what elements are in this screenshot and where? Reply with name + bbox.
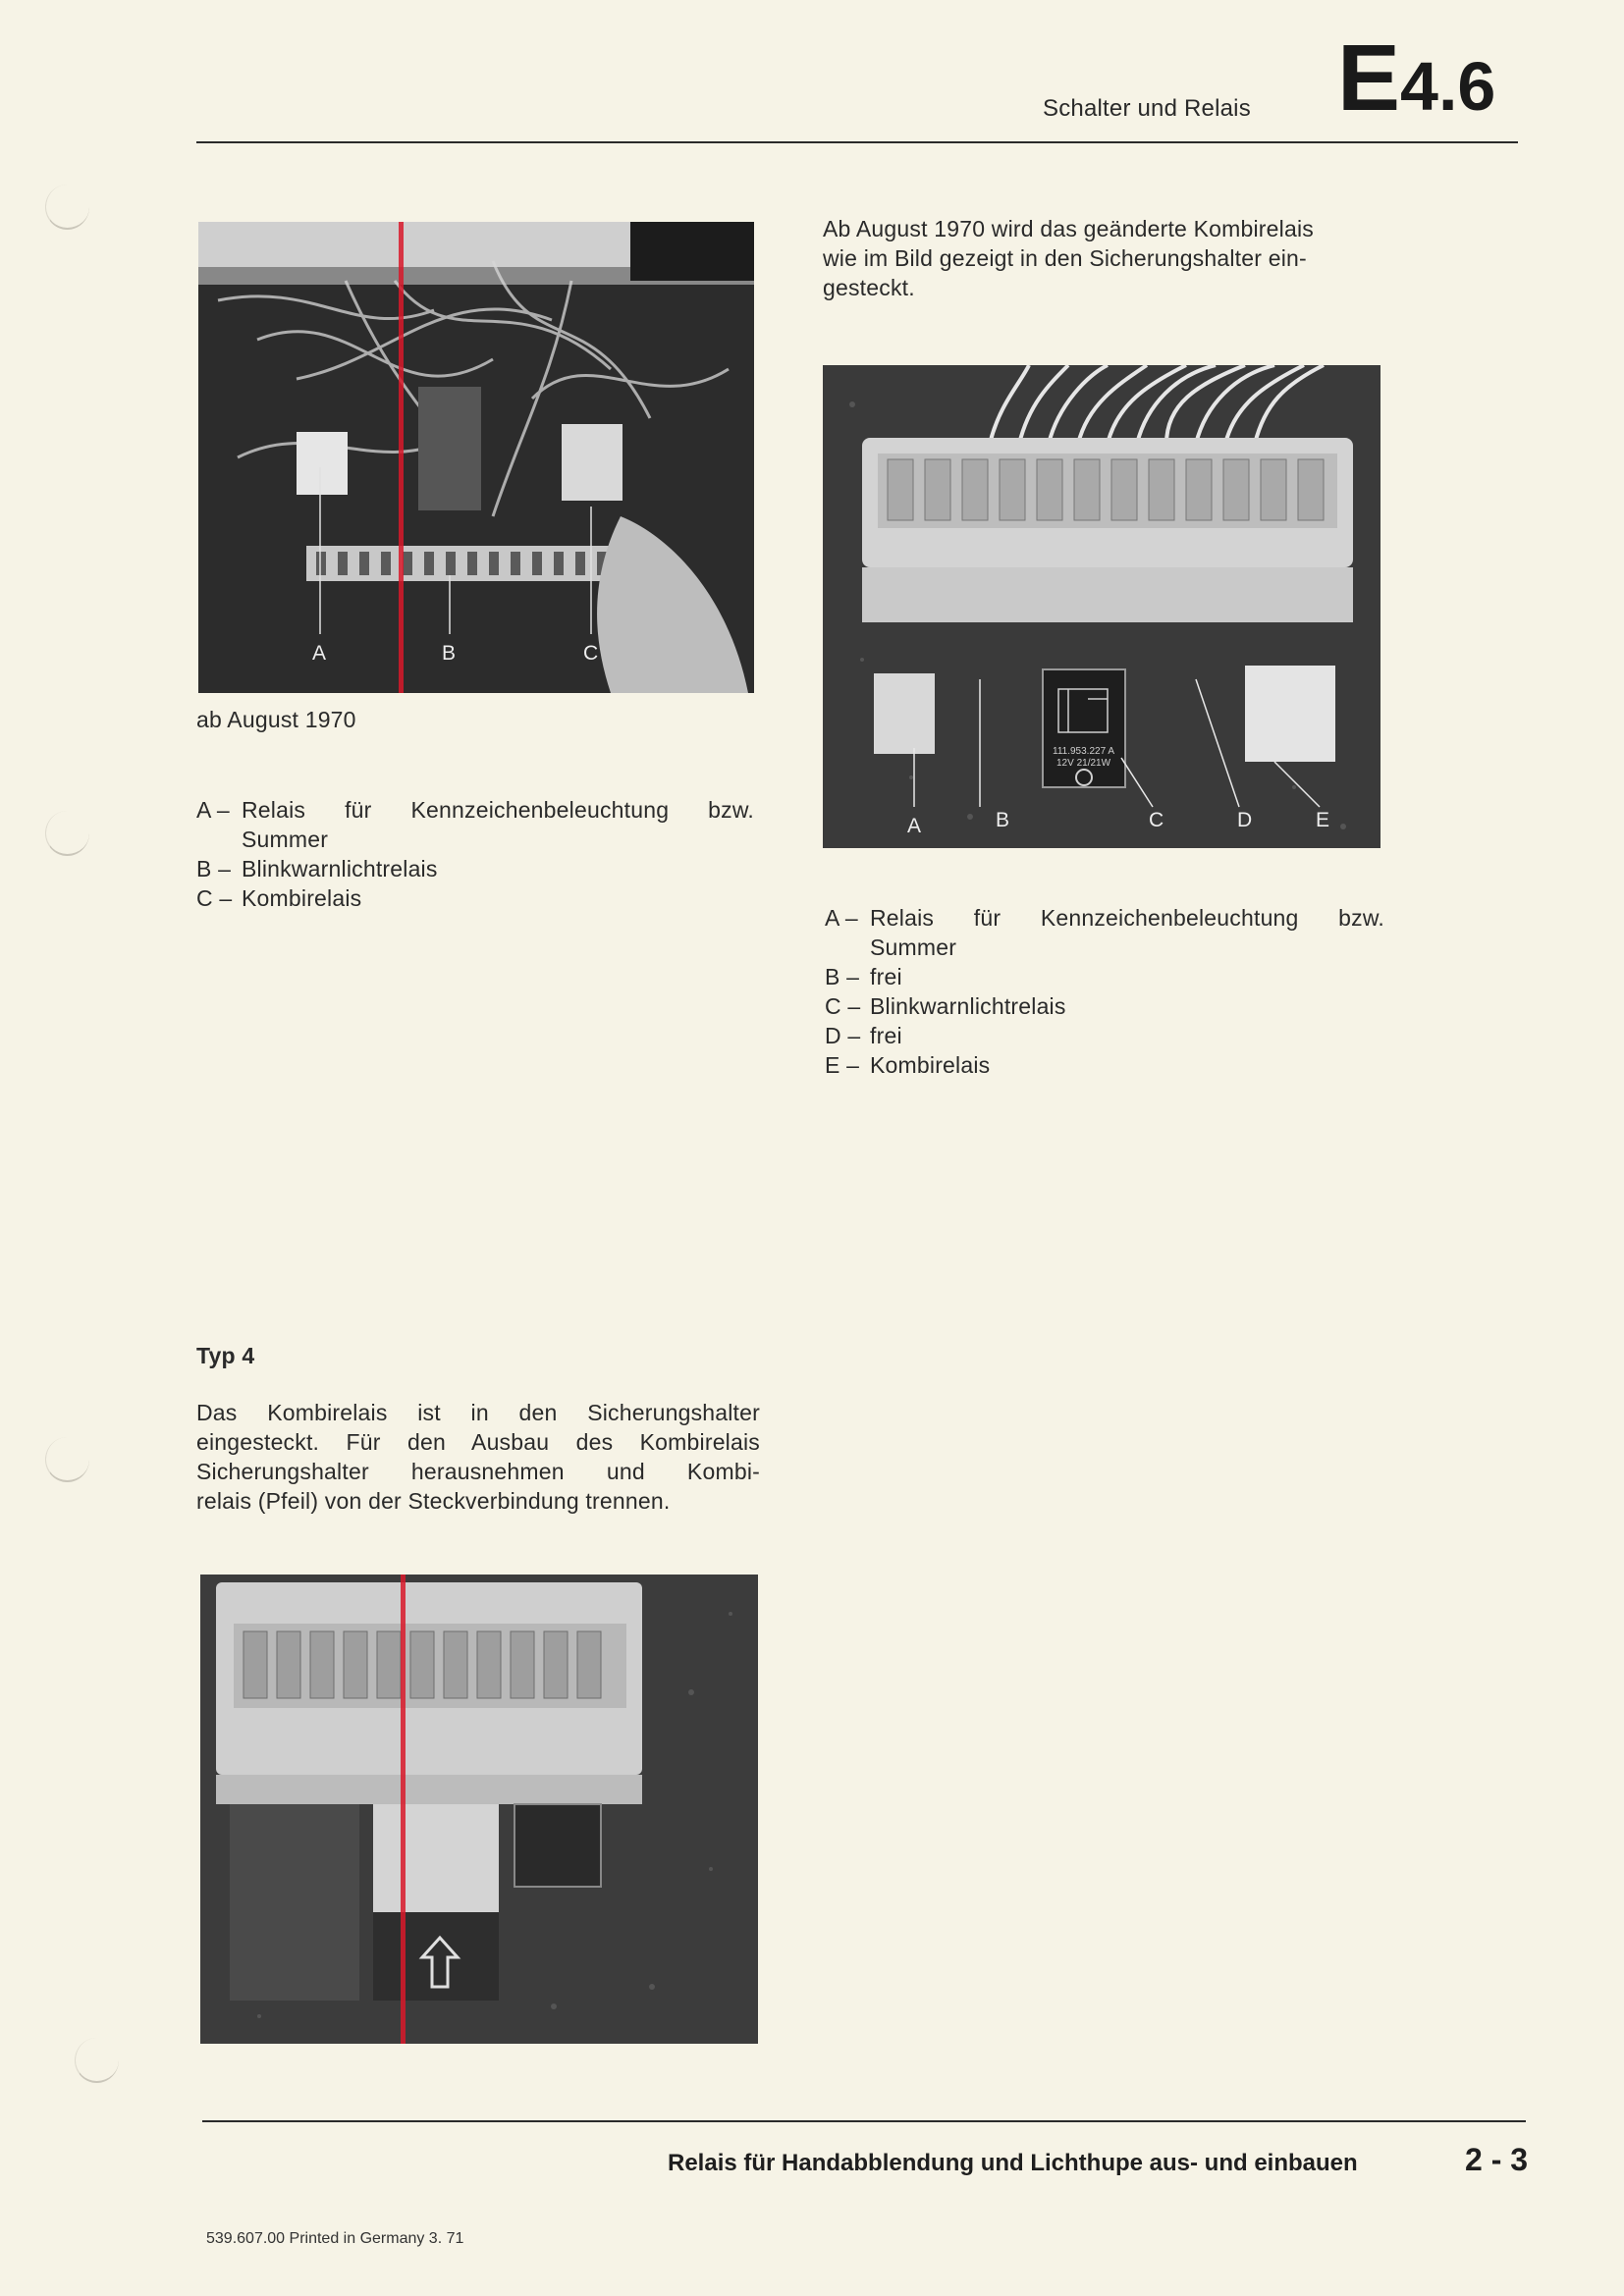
legend-text: frei [870,964,902,989]
footer-rule [202,2120,1526,2122]
fig1-legend-item-a [196,795,754,825]
fig2-legend-item-d [825,1021,1384,1050]
legend-text: Relais für Kennzeichenbeleuchtung bzw. [242,797,754,823]
fig1-label-b: B [442,642,457,665]
fig1-label-a: A [312,642,327,665]
legend-text-cont: Summer [242,827,329,852]
scan-artifact-line-1 [399,222,404,693]
fig2-intro-line-3: gesteckt. [823,275,915,300]
page-number: 2 - 3 [1465,2142,1529,2177]
typ4-line-4: relais (Pfeil) von der Steckverbindung trennen. [196,1488,671,1514]
legend-key: E – [825,1052,860,1078]
scan-artifact-line-2 [401,1575,406,2044]
section-code [1337,26,1496,135]
photo-fuse-box-1970 [198,222,754,693]
fig2-intro-line-1: Ab August 1970 wird das geänderte Kombirelais [823,216,1314,241]
relay-rating: 12V 21/21W [1056,758,1111,769]
legend-text: Blinkwarnlichtrelais [870,993,1066,1019]
legend-text-cont: Summer [870,934,957,960]
punch-hole-4 [75,2038,119,2083]
footer-title: Relais für Handabblendung und Lichthupe aus- und einbauen [668,2150,1358,2176]
fig2-legend-item-b [825,962,1384,991]
legend-key: B – [196,856,232,881]
fig1-legend-item-b [196,854,754,883]
legend-text: Kombirelais [242,885,362,911]
legend-text: frei [870,1023,902,1048]
section-letter: E [1337,26,1401,131]
fig2-intro [823,214,1386,302]
fig2-label-b: B [996,809,1010,831]
print-note: 539.607.00 Printed in Germany 3. 71 [206,2230,464,2247]
fig2-legend [825,903,1384,1080]
punch-hole-3 [45,1437,89,1482]
typ4-heading: Typ 4 [196,1343,255,1368]
fig2-label-a: A [907,815,922,837]
fig2-intro-line-2: wie im Bild gezeigt in den Sicherungshalter ein- [823,245,1307,271]
section-number: 4.6 [1400,48,1496,125]
legend-key: C – [196,885,233,911]
legend-key: A – [825,905,858,931]
fig1-legend [196,795,754,913]
legend-key: A – [196,797,230,823]
punch-hole-2 [45,811,89,856]
fig2-legend-item-a [825,903,1384,933]
typ4-body [196,1398,760,1516]
legend-text: Blinkwarnlichtrelais [242,856,438,881]
fig2-label-e: E [1316,809,1330,831]
fig2-label-d: D [1237,809,1253,831]
legend-key: B – [825,964,860,989]
relay-part-number: 111.953.227 A [1053,746,1115,757]
typ4-line-3: Sicherungshalter herausnehmen und Kombi- [196,1459,760,1484]
legend-text: Relais für Kennzeichenbeleuchtung bzw. [870,905,1384,931]
fig2-legend-item-c [825,991,1384,1021]
fig2-label-c: C [1149,809,1164,831]
fig2-legend-item-a-cont [825,933,1384,962]
typ4-line-1: Das Kombirelais ist in den Sicherungshalter [196,1400,760,1425]
typ4-line-2: eingesteckt. Für den Ausbau des Kombirelais [196,1429,760,1455]
fig2-legend-item-e [825,1050,1384,1080]
fig1-label-c: C [583,642,599,665]
header-rule [196,141,1518,143]
fig1-legend-item-a-cont [196,825,754,854]
legend-text: Kombirelais [870,1052,991,1078]
punch-hole-1 [45,185,89,230]
fig1-caption: ab August 1970 [196,707,356,732]
legend-key: D – [825,1023,861,1048]
section-title: Schalter und Relais [1043,95,1251,122]
photo-typ4-fuse-holder [200,1575,758,2044]
legend-key: C – [825,993,861,1019]
photo-fuse-holder-with-relays [823,365,1380,848]
fig1-legend-item-c [196,883,754,913]
